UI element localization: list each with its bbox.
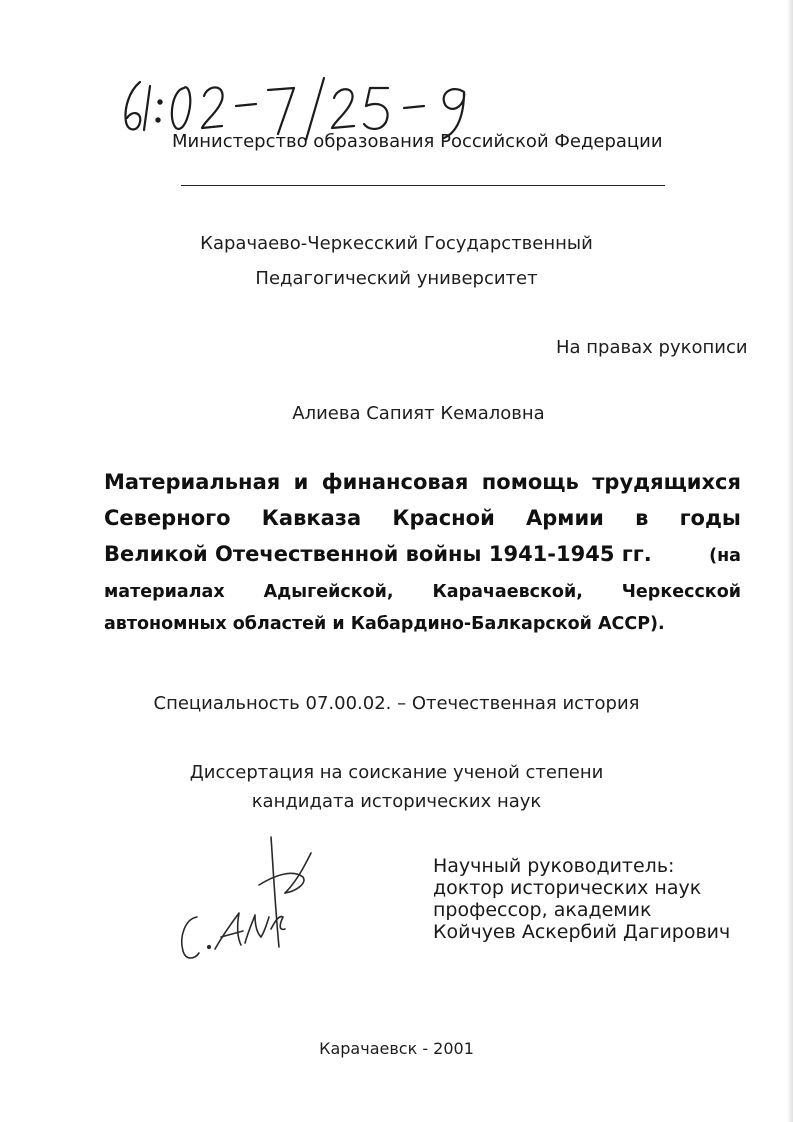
ministry-divider	[181, 185, 665, 186]
title-word: Черкесской	[621, 582, 741, 602]
rights-note: На правах рукописи	[556, 337, 748, 358]
title-line-3	[104, 536, 741, 574]
title-line-1	[104, 464, 741, 500]
title-word: и	[293, 470, 309, 494]
dissertation-line-2: кандидата исторических наук	[251, 791, 542, 812]
title-line-5: автономных областей и Кабардино-Балкарской АССР).	[104, 614, 665, 634]
title-word: Адыгейской,	[263, 582, 394, 602]
ministry-name: Министерство образования Российской Федерации	[172, 131, 663, 152]
title-word: Красной	[392, 506, 495, 530]
title-word: Кавказа	[261, 506, 362, 530]
title-word: Армии	[526, 506, 604, 530]
title-word: в	[635, 506, 649, 530]
dissertation-line-1: Диссертация на соискание ученой степени	[189, 762, 604, 783]
specialty: Специальность 07.00.02. – Отечественная история	[153, 693, 640, 714]
university-line-1: Карачаево-Черкесский Государственный	[200, 233, 593, 254]
title-word: помощь	[481, 470, 579, 494]
title-word: Северного	[104, 506, 231, 530]
handwritten-signature	[175, 825, 325, 970]
title-line-4	[104, 576, 741, 608]
supervisor-line-1: Научный руководитель:	[433, 855, 675, 877]
supervisor-block	[433, 855, 730, 943]
title-word: материалах	[104, 582, 225, 602]
footer-city-year: Карачаевск - 2001	[319, 1039, 474, 1058]
author-name: Алиева Сапият Кемаловна	[292, 403, 545, 424]
title-word: финансовая	[321, 470, 469, 494]
title-line-3-main: Великой Отечественной войны 1941-1945 гг.	[104, 542, 652, 566]
supervisor-line-2: доктор исторических наук	[433, 877, 702, 899]
title-word: Материальная	[104, 470, 281, 494]
supervisor-line-3: профессор, академик	[433, 899, 652, 921]
supervisor-line-4: Койчуев Аскербий Дагирович	[433, 921, 731, 943]
scan-edge-shadow	[787, 0, 793, 1122]
dissertation-title	[104, 464, 741, 640]
university-line-2: Педагогический университет	[255, 268, 538, 289]
title-word: годы	[679, 506, 741, 530]
title-line-3-paren: (на	[709, 546, 741, 566]
title-word: Карачаевской,	[432, 582, 583, 602]
title-line-2	[104, 500, 741, 536]
title-word: трудящихся	[592, 470, 741, 494]
